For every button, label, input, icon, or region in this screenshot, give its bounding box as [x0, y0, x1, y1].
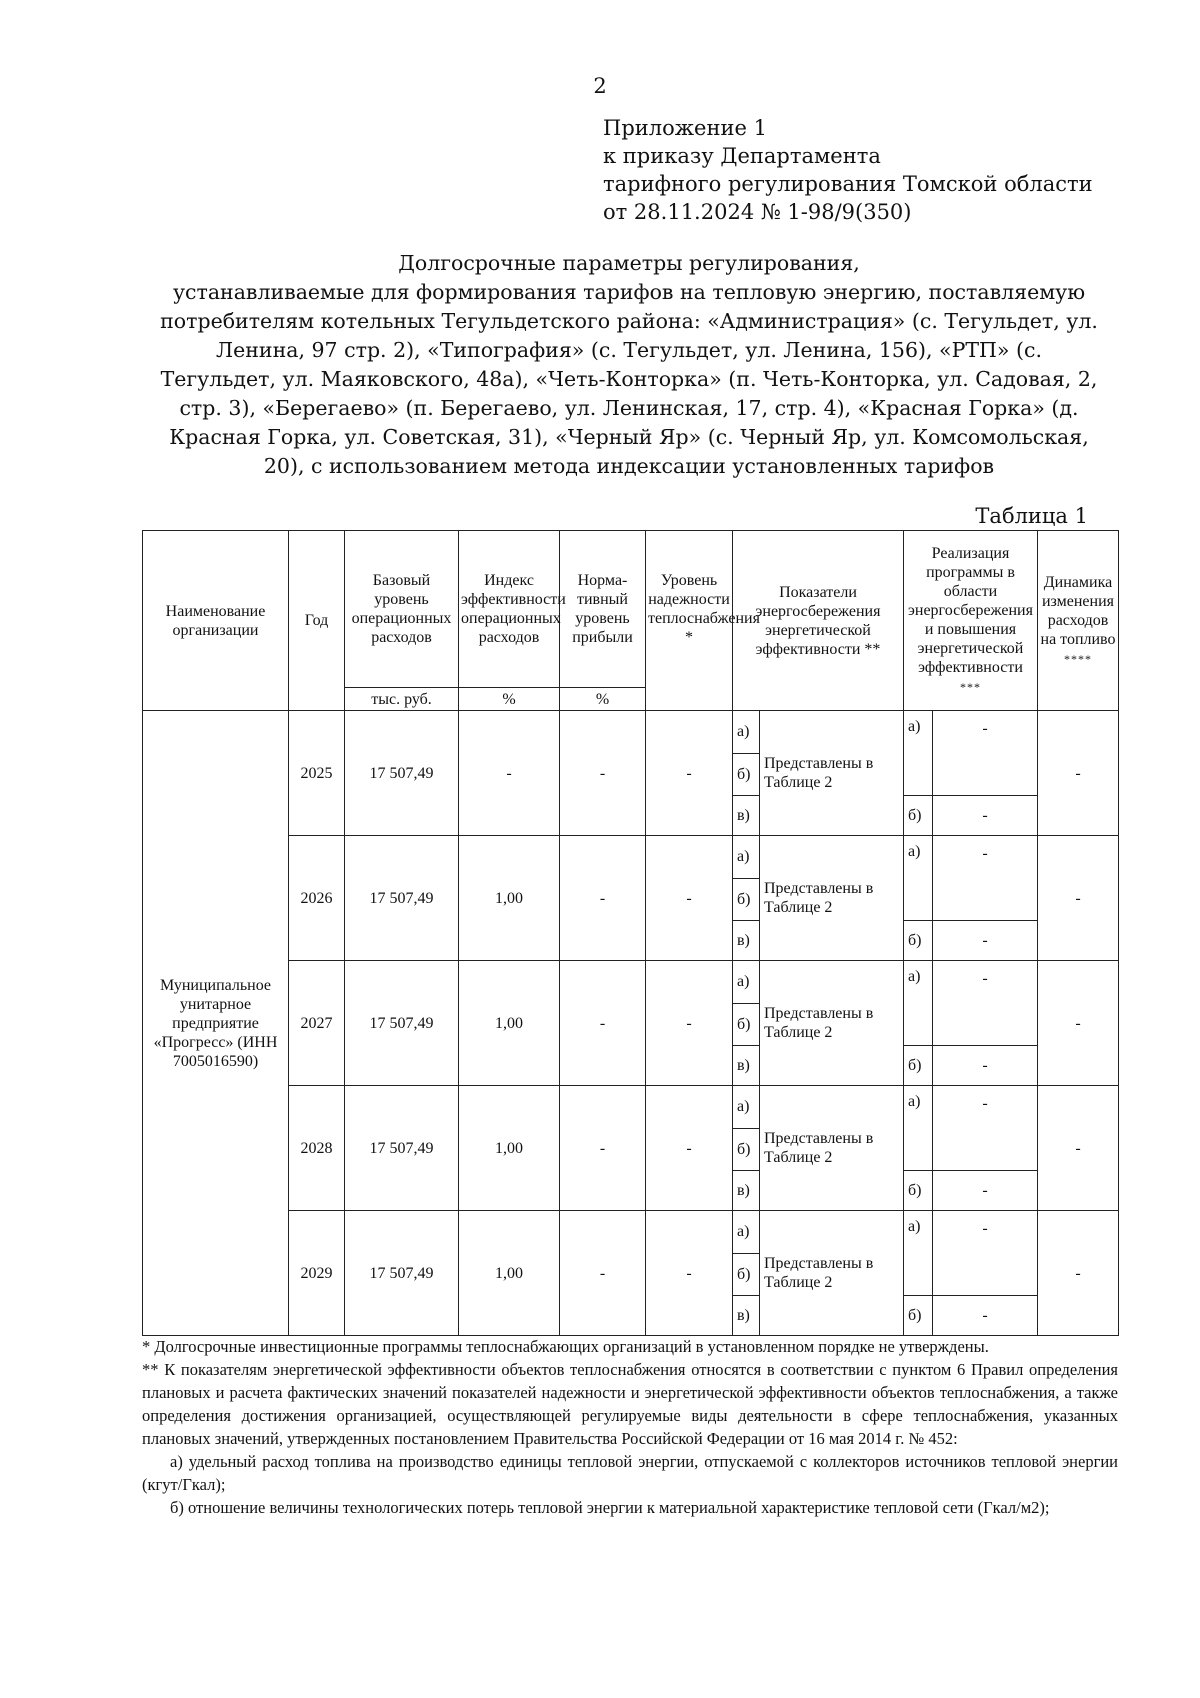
base-costs-cell: 17 507,49 — [345, 711, 459, 836]
footnote-reliability: * Долгосрочные инвестиционные программы теплоснабжающих организаций в установленном порядке не утверждены. — [142, 1337, 989, 1356]
footnote-item-b: б) отношение величины технологических потерь тепловой энергии к материальной характеристике тепловой сети (Гкал/м2); — [170, 1498, 1050, 1517]
reliability-cell: - — [646, 961, 733, 1086]
header-efficiency-index: Индекс эффективности операционных расходов — [459, 531, 560, 688]
fuel-dynamics-cell: - — [1038, 961, 1119, 1086]
reliability-cell: - — [646, 1086, 733, 1211]
profit-cell: - — [560, 1086, 646, 1211]
year-cell: 2025 — [289, 711, 345, 836]
page-number: 2 — [593, 74, 607, 98]
program-value-b: - — [933, 1296, 1038, 1336]
energy-sub-label-a: а) — [733, 711, 760, 754]
appendix-line: тарифного регулирования Томской области — [603, 172, 1093, 196]
document-title — [140, 249, 1118, 481]
appendix-line: от 28.11.2024 № 1-98/9(350) — [603, 200, 912, 224]
profit-cell: - — [560, 1211, 646, 1336]
header-profit-level: Норма-тивный уровень прибыли — [560, 531, 646, 688]
energy-indicators-cell: Представлены в Таблице 2 — [760, 1211, 904, 1336]
header-fuel-stars: **** — [1064, 651, 1092, 666]
table-row — [143, 961, 1119, 1004]
profit-cell: - — [560, 711, 646, 836]
program-value-b: - — [933, 921, 1038, 961]
program-value-a: - — [933, 1086, 1038, 1171]
program-value-a: - — [933, 711, 1038, 796]
table-label: Таблица 1 — [975, 504, 1088, 528]
program-value-b: - — [933, 1046, 1038, 1086]
efficiency-index-cell: 1,00 — [459, 1086, 560, 1211]
energy-indicators-cell: Представлены в Таблице 2 — [760, 1086, 904, 1211]
parameters-table — [142, 530, 1119, 1336]
header-program-text: Реализация программы в области энергосбережения и повышения энергетической эффективности — [908, 545, 1033, 676]
program-sub-label-a: а) — [904, 1086, 933, 1171]
title-line: стр. 3), «Берегаево» (п. Берегаево, ул. Ленинская, 17, стр. 4), «Красная Горка» (д. — [179, 396, 1079, 420]
header-fuel — [1038, 531, 1119, 711]
reliability-cell: - — [646, 1211, 733, 1336]
base-costs-cell: 17 507,49 — [345, 836, 459, 961]
year-cell: 2028 — [289, 1086, 345, 1211]
appendix-block — [603, 114, 1093, 226]
header-reliability: Уровень надежности теплоснабжения * — [646, 531, 733, 688]
table-row — [143, 1086, 1119, 1129]
energy-sub-label-c: в) — [733, 1296, 760, 1336]
base-costs-cell: 17 507,49 — [345, 1086, 459, 1211]
reliability-cell: - — [646, 836, 733, 961]
energy-sub-label-a: а) — [733, 1211, 760, 1254]
energy-sub-label-a: а) — [733, 961, 760, 1004]
header-program-stars: *** — [960, 680, 981, 694]
unit-index: % — [459, 688, 560, 711]
year-cell: 2026 — [289, 836, 345, 961]
title-line: Долгосрочные параметры регулирования, — [398, 251, 860, 275]
unit-reliability-blank — [646, 688, 733, 711]
footnotes — [142, 1335, 1118, 1519]
title-line: Тегульдет, ул. Маяковского, 48а), «Четь-Конторка» (п. Четь-Конторка, ул. Садовая, 2, — [160, 367, 1098, 391]
unit-profit: % — [560, 688, 646, 711]
footnote-item-a: а) удельный расход топлива на производство единицы тепловой энергии, отпускаемой с коллекторов источников тепловой энергии (кгут/Гкал); — [142, 1452, 1118, 1494]
title-line: потребителям котельных Тегульдетского района: «Администрация» (с. Тегульдет, ул. — [160, 309, 1098, 333]
program-sub-label-b: б) — [904, 796, 933, 836]
program-sub-label-a: а) — [904, 961, 933, 1046]
table-row — [143, 836, 1119, 879]
energy-sub-label-b: б) — [733, 1003, 760, 1046]
program-sub-label-a: а) — [904, 711, 933, 796]
energy-sub-label-a: а) — [733, 1086, 760, 1129]
title-line: Красная Горка, ул. Советская, 31), «Черный Яр» (с. Черный Яр, ул. Комсомольская, — [169, 425, 1089, 449]
title-line: 20), с использованием метода индексации установленных тарифов — [263, 454, 995, 478]
base-costs-cell: 17 507,49 — [345, 961, 459, 1086]
header-fuel-text: Динамика изменения расходов на топливо — [1040, 573, 1116, 648]
reliability-cell: - — [646, 711, 733, 836]
header-year: Год — [289, 531, 345, 711]
header-energy-indicators: Показатели энергосбережения энергетической эффективности ** — [733, 531, 904, 711]
efficiency-index-cell: 1,00 — [459, 836, 560, 961]
appendix-line: Приложение 1 — [603, 116, 767, 140]
program-sub-label-a: а) — [904, 1211, 933, 1296]
profit-cell: - — [560, 961, 646, 1086]
title-line: Ленина, 97 стр. 2), «Типография» (с. Тегульдет, ул. Ленина, 156), «РТП» (с. — [216, 338, 1042, 362]
energy-sub-label-c: в) — [733, 921, 760, 961]
profit-cell: - — [560, 836, 646, 961]
energy-sub-label-b: б) — [733, 878, 760, 921]
energy-sub-label-c: в) — [733, 1171, 760, 1211]
footnote-energy-indicators: ** К показателям энергетической эффективности объектов теплоснабжения относятся в соответствии с пунктом 6 Правил определения плановых и расчета фактических значений показателей надежности и энергетической эффективности объектов теплоснабжения, а также определения достижения организацией, осуществляющей регулируемые виды деятельности в сфере теплоснабжения, указанных плановых значений, утвержденных постановлением Правительства Российской Федерации от 16 мая 2014 г. № 452: — [142, 1360, 1118, 1448]
header-program — [904, 531, 1038, 711]
header-organization: Наименование организации — [143, 531, 289, 711]
efficiency-index-cell: 1,00 — [459, 961, 560, 1086]
program-sub-label-b: б) — [904, 1171, 933, 1211]
efficiency-index-cell: - — [459, 711, 560, 836]
program-sub-label-b: б) — [904, 1296, 933, 1336]
title-line: устанавливаемые для формирования тарифов на тепловую энергию, поставляемую — [172, 280, 1086, 304]
energy-sub-label-b: б) — [733, 1253, 760, 1296]
program-value-a: - — [933, 1211, 1038, 1296]
energy-indicators-cell: Представлены в Таблице 2 — [760, 836, 904, 961]
year-cell: 2027 — [289, 961, 345, 1086]
fuel-dynamics-cell: - — [1038, 1211, 1119, 1336]
energy-sub-label-b: б) — [733, 1128, 760, 1171]
base-costs-cell: 17 507,49 — [345, 1211, 459, 1336]
energy-indicators-cell: Представлены в Таблице 2 — [760, 961, 904, 1086]
energy-sub-label-c: в) — [733, 1046, 760, 1086]
program-value-b: - — [933, 1171, 1038, 1211]
program-sub-label-b: б) — [904, 1046, 933, 1086]
fuel-dynamics-cell: - — [1038, 1086, 1119, 1211]
unit-base: тыс. руб. — [345, 688, 459, 711]
organization-name: Муниципальное унитарное предприятие «Прогресс» (ИНН 7005016590) — [143, 711, 289, 1336]
fuel-dynamics-cell: - — [1038, 836, 1119, 961]
table-row — [143, 1211, 1119, 1254]
appendix-line: к приказу Департамента — [603, 144, 881, 168]
energy-sub-label-b: б) — [733, 753, 760, 796]
program-value-a: - — [933, 961, 1038, 1046]
header-base-costs: Базовый уровень операционных расходов — [345, 531, 459, 688]
program-sub-label-a: а) — [904, 836, 933, 921]
table-row — [143, 711, 1119, 754]
efficiency-index-cell: 1,00 — [459, 1211, 560, 1336]
energy-indicators-cell: Представлены в Таблице 2 — [760, 711, 904, 836]
program-sub-label-b: б) — [904, 921, 933, 961]
header-row — [143, 531, 1119, 688]
program-value-a: - — [933, 836, 1038, 921]
energy-sub-label-a: а) — [733, 836, 760, 879]
energy-sub-label-c: в) — [733, 796, 760, 836]
fuel-dynamics-cell: - — [1038, 711, 1119, 836]
program-value-b: - — [933, 796, 1038, 836]
year-cell: 2029 — [289, 1211, 345, 1336]
